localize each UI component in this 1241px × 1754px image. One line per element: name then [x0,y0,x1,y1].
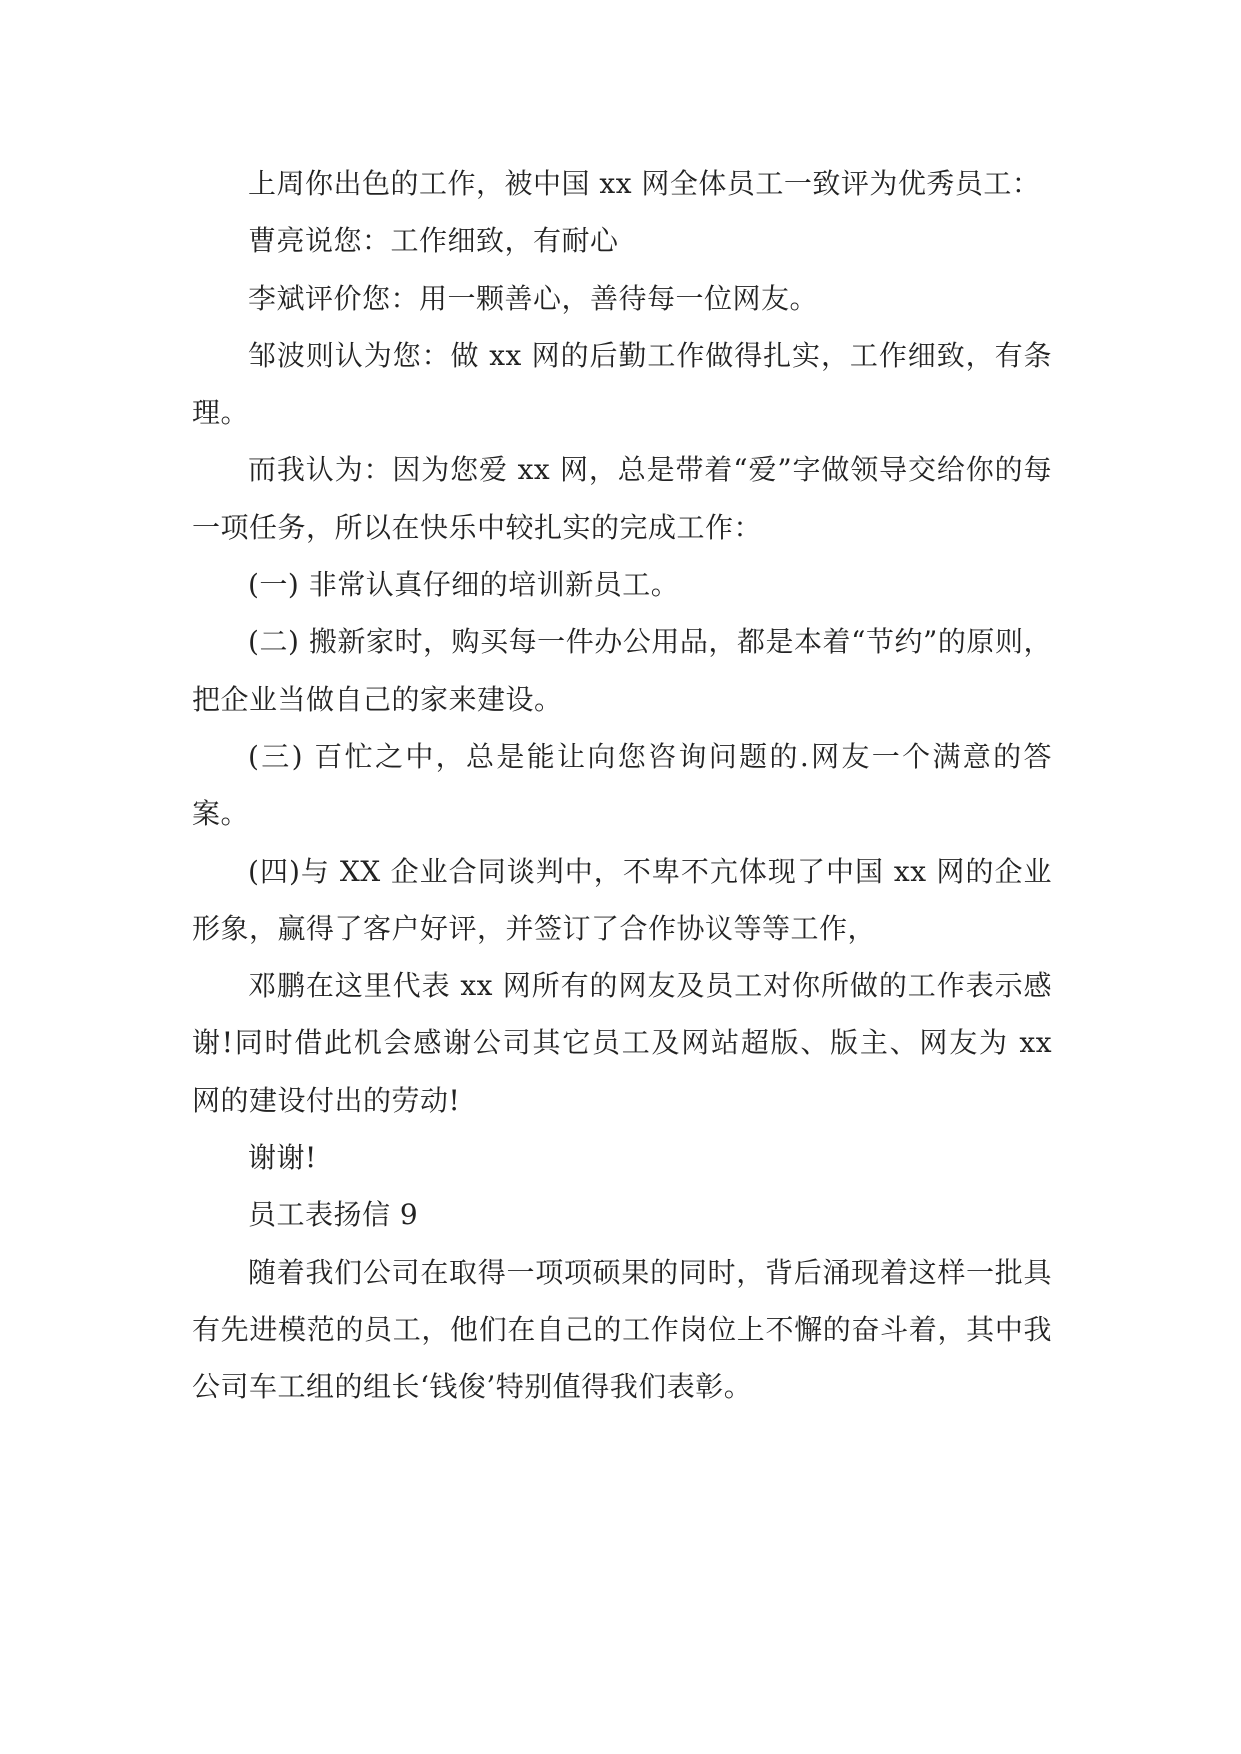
section-heading: 员工表扬信 9 [248,1198,419,1232]
list-item-3: (三) 百忙之中，总是能让向您咨询问题的.网友一个满意的答案。 [192,739,1052,831]
document-body [192,155,1052,1416]
paragraph-author-opinion: 而我认为：因为您爱 xx 网，总是带着“爱”字做领导交给你的每一项任务，所以在快乐中较扎实的完成工作： [192,453,1052,544]
list-item-2: (二) 搬新家时，购买每一件办公用品，都是本着“节约”的原则，把企业当做自己的家来建设。 [192,625,1052,716]
paragraph-cao-liang-comment: 曹亮说您：工作细致，有耐心 [248,224,619,258]
list-item-1: (一) 非常认真仔细的培训新员工。 [248,568,680,602]
paragraph-zou-bo-comment: 邹波则认为您：做 xx 网的后勤工作做得扎实，工作细致，有条理。 [192,338,1052,430]
paragraph-closing-thanks: 谢谢! [248,1141,317,1175]
paragraph-li-bin-comment: 李斌评价您：用一颗善心，善待每一位网友。 [248,281,819,315]
list-item-4: (四)与 XX 企业合同谈判中，不卑不亢体现了中国 xx 网的企业形象，赢得了客户好评，并签订了合作协议等等工作， [192,854,1052,945]
paragraph-award-announcement: 上周你出色的工作，被中国 xx 网全体员工一致评为优秀员工： [248,167,1041,200]
paragraph-thanks-statement: 邓鹏在这里代表 xx 网所有的网友及员工对你所做的工作表示感谢!同时借此机会感谢公司其它员工及网站超版、版主、网友为 xx 网的建设付出的劳动! [192,969,1052,1117]
paragraph-commendation-intro: 随着我们公司在取得一项项硕果的同时，背后涌现着这样一批具有先进模范的员工，他们在自己的工作岗位上不懈的奋斗着，其中我公司车工组的组长‘钱俊’特别值得我们表彰。 [192,1255,1052,1404]
